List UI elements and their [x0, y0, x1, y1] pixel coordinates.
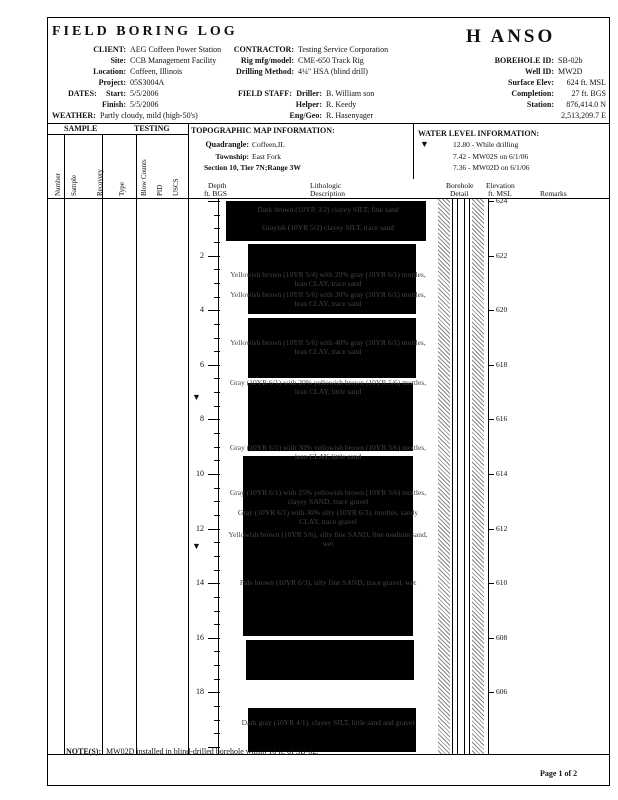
depth-tick: [214, 679, 220, 680]
lithologic-description: Gray (10YR 6/1) with 25% yellowish brown (10YR 5/6) mottles, clayey SAND, trace gravel: [229, 488, 427, 506]
number-col-header: Number: [54, 173, 62, 196]
depth-tick: [208, 529, 220, 530]
borehole-col-header: Borehole: [446, 181, 474, 190]
elevation-label: 622: [496, 250, 508, 260]
testing-header: TESTING: [134, 124, 170, 133]
client-value: AEG Coffeen Power Station: [130, 45, 222, 54]
project-label: Project:: [98, 78, 126, 87]
depth-tick: [214, 706, 220, 707]
well-casing-right: [464, 199, 470, 754]
lithologic-description: Pale brown (10YR 6/3), silty fine SAND, trace gravel, wet: [239, 578, 417, 587]
depth-tick: [208, 419, 220, 420]
helper-label: Helper:: [295, 100, 322, 109]
water-level-symbol: ▼: [420, 139, 429, 149]
site-label: Site:: [110, 56, 126, 65]
depth-label: 4: [200, 305, 204, 315]
elevation-label: 610: [496, 578, 508, 588]
drilling-value: 4¼" HSA (blind drill): [298, 67, 368, 76]
weather-value: Partly cloudy, mild (high-50's): [100, 111, 198, 120]
elevation-label: 612: [496, 523, 508, 533]
uscs-col-header: USCS: [172, 178, 180, 196]
elevation-col-header: Elevation: [486, 181, 515, 190]
project-value: 05S3004A: [130, 78, 165, 87]
completion-value: 27 ft. BGS: [571, 89, 606, 98]
completion-label: Completion:: [511, 89, 554, 98]
lithologic-description: Yellowish brown (10YR 5/6) with 40% gray (10YR 6/1) mottles, lean CLAY, trace sand: [230, 338, 426, 356]
elevation-label: 624: [496, 196, 508, 205]
depth-tick: [208, 310, 220, 311]
depth-label: 12: [196, 523, 204, 533]
depth-tick: [208, 583, 220, 584]
borehole-backfill-left: [438, 199, 450, 754]
remarks-col-header: Remarks: [540, 189, 567, 198]
elevation-tick: [488, 310, 494, 311]
township-label: Township:: [215, 152, 249, 161]
depth-tick: [214, 651, 220, 652]
borehole-backfill-right: [472, 199, 484, 754]
depth-tick: [214, 720, 220, 721]
lithologic-description: Gray (10YR 6/1) with 30% silty (10YR 6/3), mottles, sandy CLAY, trace gravel: [237, 508, 419, 526]
depth-col-header: Depth: [208, 181, 227, 190]
depth-tick: [214, 351, 220, 352]
elevation-label: 616: [496, 414, 508, 424]
elevation-tick: [488, 365, 494, 366]
lithologic-description: Dark gray (10YR 4/1), clayey SILT, little sand and gravel: [241, 718, 415, 727]
depth-tick: [208, 474, 220, 475]
water-level-1: 12.80 - While drilling: [453, 140, 519, 149]
borehole-col-header-2: Detail: [450, 189, 469, 198]
borehole-id-value: SB-02b: [558, 56, 583, 65]
lithology-redaction-block: [248, 708, 416, 752]
lithologic-description: Grayish (10YR 5/2) clayey SILT, trace sand: [262, 223, 394, 232]
column-rule: [64, 134, 65, 754]
depth-tick: [208, 692, 220, 693]
eng-value: R. Hasenyager: [326, 111, 374, 120]
field-staff-label: FIELD STAFF:: [238, 89, 292, 98]
depth-tick: [214, 242, 220, 243]
location-label: Location:: [93, 67, 126, 76]
lithologic-description: Dark brown (10YR 3/2) clayey SILT, fine sand: [257, 205, 399, 214]
helper-value: R. Keedy: [326, 100, 357, 109]
rig-label: Rig mfg/model:: [240, 56, 294, 65]
elevation-tick: [488, 692, 494, 693]
station-value: 876,414.0 N: [566, 100, 606, 109]
depth-label: 18: [196, 687, 204, 697]
water-level-marker: ▼: [192, 541, 201, 551]
elevation-tick: [488, 474, 494, 475]
dates-label: DATES:: [68, 89, 97, 98]
driller-label: Driller:: [296, 89, 322, 98]
sample-col-header: Sample: [70, 175, 78, 196]
station-label: Station:: [526, 100, 554, 109]
lithologic-description: Gray (10YR 6/1) with 20% yellowish brown (10YR 5/6) mottles, lean CLAY, little sand: [229, 378, 427, 396]
depth-tick: [214, 570, 220, 571]
depth-tick: [214, 228, 220, 229]
elevation-label: 618: [496, 359, 508, 369]
lithologic-description: Yellowish brown (10YR 5/6) with 30% gray (10YR 6/1) mottles, lean CLAY, trace sand: [230, 290, 426, 308]
depth-tick: [208, 638, 220, 639]
depth-tick: [214, 501, 220, 502]
driller-value: B. William son: [326, 89, 375, 98]
elevation-tick: [488, 201, 494, 202]
elevation-label: 608: [496, 632, 508, 642]
depth-tick: [214, 269, 220, 270]
depth-tick: [208, 256, 220, 257]
sample-testing-rule: [48, 134, 188, 135]
depth-tick: [208, 365, 220, 366]
elevation-label: 620: [496, 305, 508, 315]
recovery-col-header: Recovery: [96, 169, 104, 196]
quadrangle-value: Coffeen,IL: [252, 140, 285, 149]
water-level-header: WATER LEVEL INFORMATION:: [418, 129, 540, 138]
elevation-tick: [488, 638, 494, 639]
column-rule: [136, 134, 137, 754]
well-casing-left: [452, 199, 458, 754]
lithology-redaction-block: [246, 640, 414, 680]
depth-tick: [214, 733, 220, 734]
depth-tick: [214, 542, 220, 543]
depth-tick: [214, 488, 220, 489]
location-value: Coffeen, Illinois: [130, 67, 183, 76]
type-col-header: Type: [118, 182, 126, 196]
header-divider: [48, 123, 610, 124]
depth-tick: [214, 556, 220, 557]
elevation-tick: [488, 419, 494, 420]
well-id-label: Well ID:: [524, 67, 554, 76]
column-rule: [413, 123, 414, 179]
depth-tick: [214, 297, 220, 298]
litho-col-header: Lithologic: [310, 181, 342, 190]
finish-value: 5/5/2006: [130, 100, 159, 109]
depth-tick: [214, 338, 220, 339]
depth-label: 2: [200, 250, 204, 260]
depth-tick: [214, 433, 220, 434]
lithologic-description: Yellowish brown (10YR 5/6), silty fine SAND, fine medium sand, wet: [228, 530, 428, 548]
depth-label: 10: [196, 469, 204, 478]
depth-tick: [208, 201, 220, 202]
depth-tick: [214, 406, 220, 407]
depth-tick: [214, 392, 220, 393]
page-number: Page 1 of 2: [540, 769, 578, 778]
column-rule: [188, 123, 189, 754]
well-id-value: MW2D: [558, 67, 583, 76]
water-level-marker: ▼: [192, 392, 201, 402]
depth-label: 6: [200, 359, 204, 369]
depth-tick: [214, 665, 220, 666]
quadrangle-label: Quadrangle:: [205, 140, 249, 149]
company-logo: H ANSO: [466, 26, 556, 47]
borehole-id-label: BOREHOLE ID:: [494, 56, 554, 65]
depth-tick: [214, 611, 220, 612]
site-value: CCB Management Facility: [130, 56, 217, 65]
drilling-label: Drilling Method:: [236, 67, 294, 76]
contractor-label: CONTRACTOR:: [233, 45, 294, 54]
contractor-value: Testing Service Corporation: [298, 45, 389, 54]
start-value: 5/5/2006: [130, 89, 159, 98]
boring-log-sheet: [47, 17, 610, 786]
depth-tick: [214, 460, 220, 461]
weather-label: WEATHER:: [52, 111, 96, 120]
pid-col-header: PID: [156, 184, 164, 196]
log-title: FIELD BORING LOG: [52, 24, 238, 39]
depth-tick: [214, 447, 220, 448]
elevation-col-header-2: ft. MSL: [488, 189, 512, 198]
client-label: CLIENT:: [93, 45, 126, 54]
topo-header: TOPOGRAPHIC MAP INFORMATION:: [191, 126, 335, 135]
litho-col-header-2: Description: [310, 189, 345, 198]
elevation-tick: [488, 583, 494, 584]
depth-tick: [214, 283, 220, 284]
sample-header: SAMPLE: [64, 124, 98, 133]
lithologic-description: Yellowish brown (10YR 5/4) with 20% gray (10YR 6/1) mottles, lean CLAY, trace sand: [230, 270, 426, 288]
depth-tick: [214, 215, 220, 216]
eng-label: Eng/Geo:: [289, 111, 322, 120]
township-value: East Fork: [252, 152, 281, 161]
elevation-tick: [488, 256, 494, 257]
depth-label: 8: [200, 414, 204, 424]
surface-elev-value: 624 ft. MSL: [566, 78, 606, 87]
notes-text: MW02D installed in blind-drilled borehole within 10 ft. of SB-02.: [106, 747, 319, 756]
start-label: Start:: [106, 89, 126, 98]
elevation-label: 614: [496, 469, 508, 478]
elevation-label: 606: [496, 687, 508, 697]
depth-label: 16: [196, 632, 204, 642]
column-header-divider: [48, 198, 610, 199]
depth-tick: [214, 324, 220, 325]
blow-counts-col-header: Blow Counts: [140, 159, 148, 196]
column-rule: [102, 134, 103, 754]
surface-elev-label: Surface Elev:: [508, 78, 554, 87]
depth-tick: [214, 624, 220, 625]
rig-value: CME-650 Track Rig: [298, 56, 364, 65]
lithologic-description: Gray (10YR 6/1) with 30% yellowish brown (10YR 5/6) mottles, lean CLAY, little sand: [229, 443, 427, 461]
depth-label: 14: [196, 578, 204, 588]
notes-label: NOTE(S):: [66, 747, 102, 756]
depth-tick: [214, 597, 220, 598]
depth-tick: [214, 515, 220, 516]
section-tier-range: Section 10, Tier 7N;Range 3W: [204, 163, 301, 172]
depth-tick: [214, 378, 220, 379]
water-level-3: 7.36 - MW02D on 6/1/06: [453, 163, 530, 172]
finish-label: Finish:: [101, 100, 126, 109]
depth-unit: ft. BGS: [204, 189, 227, 198]
elevation-tick: [488, 529, 494, 530]
station-value-2: 2,513,209.7 E: [561, 111, 606, 120]
elevation-ruler-axis: [488, 199, 489, 754]
water-level-2: 7.42 - MW02S on 6/1/06: [453, 152, 529, 161]
